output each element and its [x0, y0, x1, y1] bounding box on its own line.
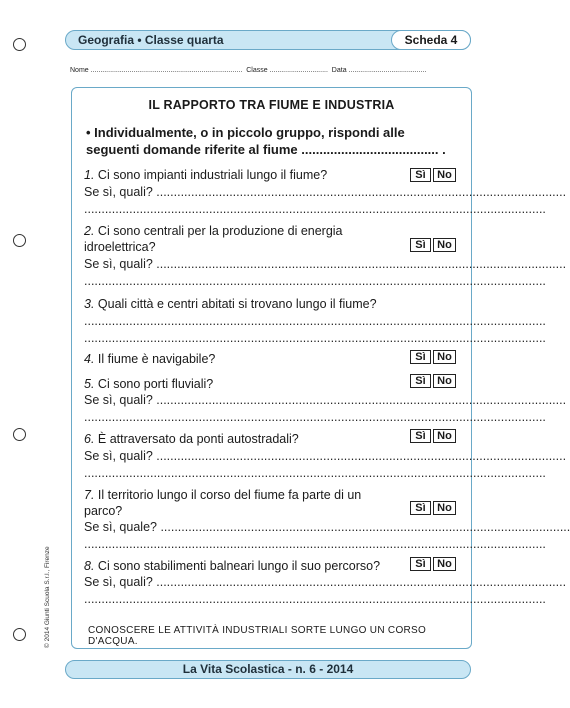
answer-line[interactable]: Se sì, quali? ......................................................................................................................	[84, 449, 567, 463]
student-info-line	[70, 67, 470, 74]
yes-no-8	[410, 557, 456, 571]
answer-line[interactable]: Se sì, quali? ......................................................................................................................	[84, 575, 567, 589]
answer-line[interactable]: Se sì, quali? ......................................................................................................................	[84, 185, 567, 199]
yes-box[interactable]: Sì	[410, 501, 431, 515]
no-box[interactable]: No	[433, 374, 456, 388]
copyright-notice: © 2014 Giunti Scuola S.r.l., Firenze	[44, 546, 51, 648]
worksheet-title: IL RAPPORTO TRA FIUME E INDUSTRIA	[148, 98, 395, 112]
instructions: • Individualmente, o in piccolo gruppo, rispondi alle seguenti domande riferite al fiume ...................................... .	[86, 125, 446, 157]
date-field[interactable]: Data ........................................	[331, 67, 427, 74]
yes-no-4	[410, 350, 456, 364]
yes-no-2	[410, 238, 456, 252]
binder-hole-2	[13, 234, 26, 247]
answer-line[interactable]: Se sì, quali? ......................................................................................................................	[84, 257, 567, 271]
yes-box[interactable]: Sì	[410, 350, 431, 364]
question-1: 1. Ci sono impianti industriali lungo il fiume?	[84, 168, 328, 182]
no-box[interactable]: No	[433, 350, 456, 364]
yes-no-7	[410, 501, 456, 515]
yes-box[interactable]: Sì	[410, 238, 431, 252]
yes-box[interactable]: Sì	[410, 374, 431, 388]
answer-line[interactable]: .....................................................................................................................................	[84, 466, 546, 480]
sheet-number: Scheda 4	[391, 30, 471, 50]
answer-line[interactable]: Se sì, quale? ......................................................................................................................	[84, 520, 570, 534]
yes-no-6	[410, 429, 456, 443]
yes-box[interactable]: Sì	[410, 168, 431, 182]
header-bar	[65, 30, 471, 50]
learning-goal: CONOSCERE LE ATTIVITÀ INDUSTRIALI SORTE LUNGO UN CORSO D'ACQUA.	[88, 625, 427, 647]
no-box[interactable]: No	[433, 429, 456, 443]
question-5: 5. Ci sono porti fluviali?	[84, 377, 214, 391]
question-7: 7. Il territorio lungo il corso del fiume fa parte di un parco?	[84, 488, 362, 518]
yes-box[interactable]: Sì	[410, 557, 431, 571]
answer-line[interactable]: .....................................................................................................................................	[84, 331, 546, 345]
no-box[interactable]: No	[433, 168, 456, 182]
answer-line[interactable]: .....................................................................................................................................	[84, 410, 546, 424]
yes-no-1	[410, 168, 456, 182]
answer-line[interactable]: .....................................................................................................................................	[84, 592, 546, 606]
yes-box[interactable]: Sì	[410, 429, 431, 443]
no-box[interactable]: No	[433, 238, 456, 252]
answer-line[interactable]: .....................................................................................................................................	[84, 274, 546, 288]
class-field[interactable]: Classe ..............................	[246, 67, 328, 74]
question-3: 3. Quali città e centri abitati si trovano lungo il fiume?	[84, 297, 377, 311]
yes-no-5	[410, 374, 456, 388]
answer-line[interactable]: Se sì, quali? ......................................................................................................................	[84, 393, 567, 407]
answer-line[interactable]: .....................................................................................................................................	[84, 202, 546, 216]
binder-hole-3	[13, 428, 26, 441]
name-field[interactable]: Nome ..............................................................................	[70, 67, 243, 74]
question-4: 4. Il fiume è navigabile?	[84, 352, 216, 366]
binder-hole-1	[13, 38, 26, 51]
no-box[interactable]: No	[433, 501, 456, 515]
header-subject: Geografia • Classe quarta	[78, 33, 224, 47]
worksheet-frame	[71, 87, 570, 649]
answer-line[interactable]: .....................................................................................................................................	[84, 314, 546, 328]
binder-hole-4	[13, 628, 26, 641]
question-8: 8. Ci sono stabilimenti balneari lungo il suo percorso?	[84, 559, 381, 573]
no-box[interactable]: No	[433, 557, 456, 571]
question-2: 2. Ci sono centrali per la produzione di energia idroelettrica?	[84, 224, 343, 254]
footer-bar: La Vita Scolastica - n. 6 - 2014	[65, 660, 471, 679]
question-6: 6. È attraversato da ponti autostradali?	[84, 432, 299, 446]
answer-line[interactable]: .....................................................................................................................................	[84, 537, 546, 551]
